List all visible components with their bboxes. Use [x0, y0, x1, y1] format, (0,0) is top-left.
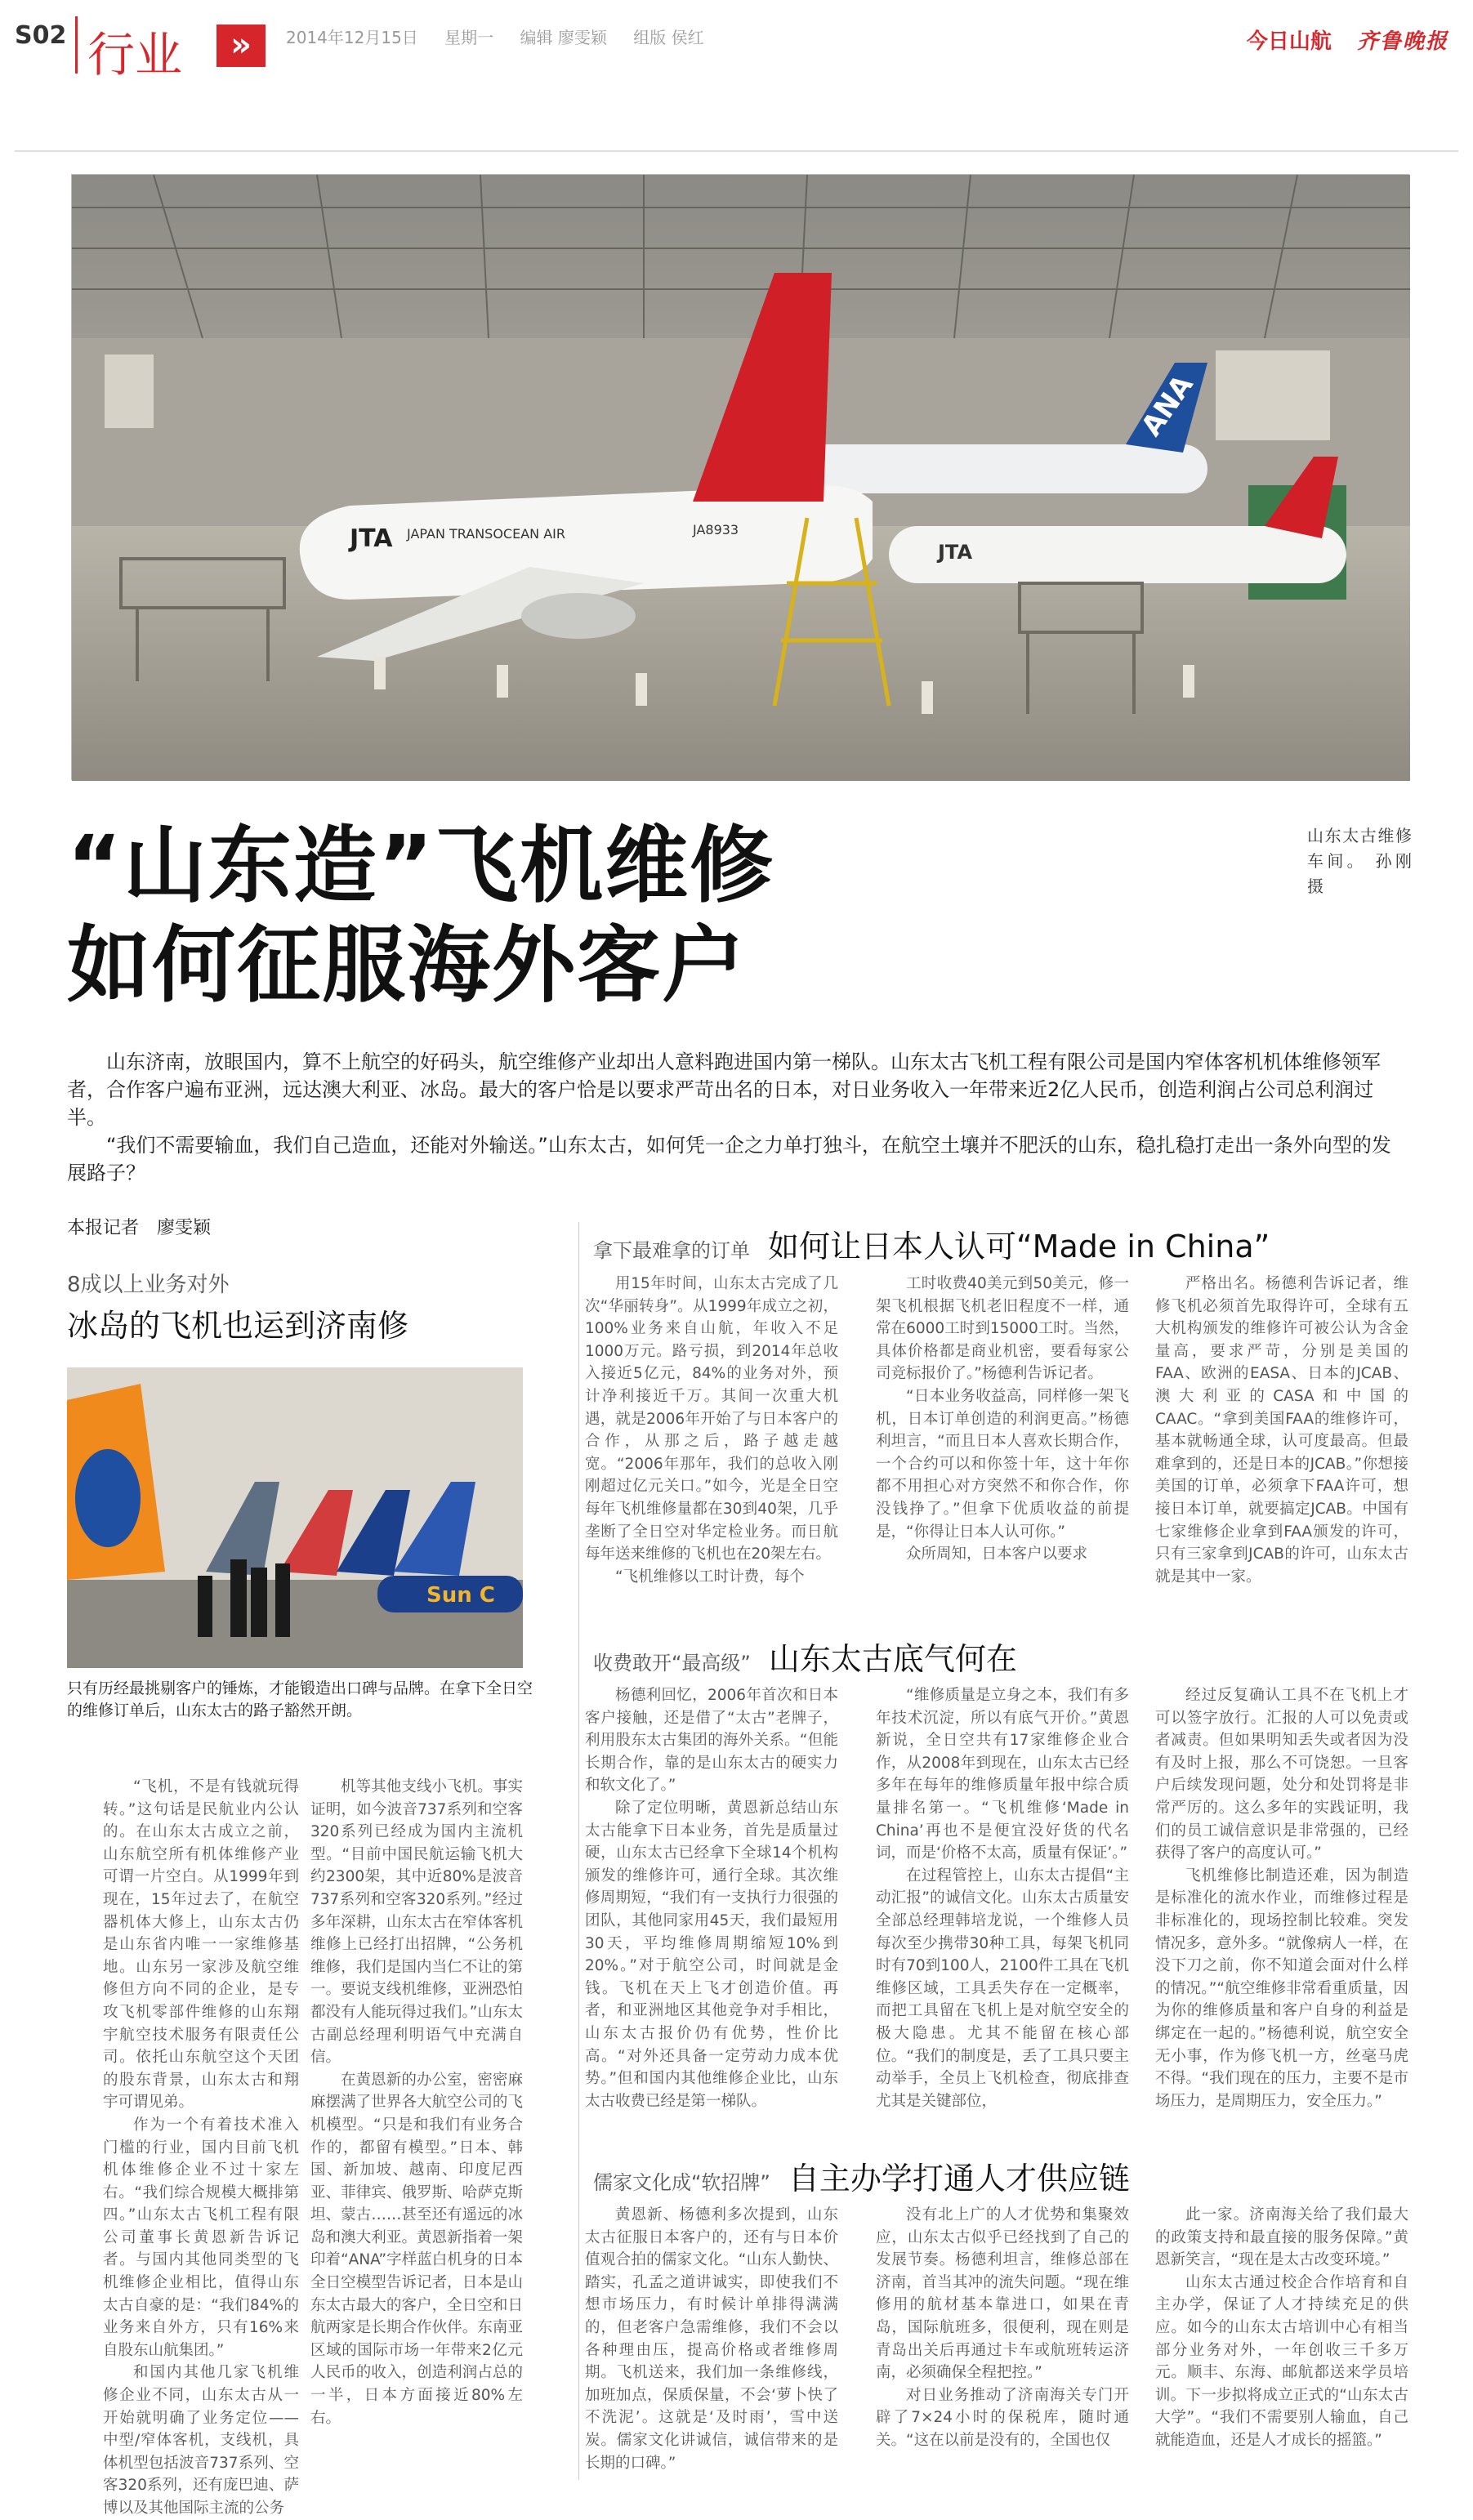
section2-col2-p1: 工时收费40美元到50美元，修一架飞机根据飞机老旧程度不一样，通常在6000工时到15000工时。当然，具体价格都是商业机密，要看每家公司竞标报价了。”杨德利告诉记者。	[876, 1275, 1129, 1383]
hero-photo	[71, 174, 1409, 780]
section2-heading	[593, 1221, 1270, 1266]
left-col1-p3: 和国内其他几家飞机维修企业不同，山东太古从一开始就明确了业务定位——中型/窄体客机，支线机，具体机型包括波音737系列、空客320系列，还有庞巴迪、萨博以及其他国际主流的公务	[103, 2364, 299, 2517]
header-divider	[75, 16, 78, 74]
section4-col1-p1: 黄恩新、杨德利多次提到，山东太古征服日本客户的，还有与日本价值观合拍的儒家文化。“山东人勤快、踏实，孔孟之道讲诚实，即使我们不想市场压力，有时候计单排得满满的，但老客户急需维修，我们不会以各种理由压，提高价格或者维修周期。飞机送来，我们加一条维修线，加班加点，保质保量，不会‘萝卜快了不洗泥’。这就是‘及时雨’，雪中送炭。儒家文化讲诚信，诚信带来的是长期的口碑。”	[585, 2206, 838, 2472]
section2-kicker: 拿下最难拿的订单	[593, 1239, 750, 1262]
hero-photo-caption: 山东太古维修车间。 孙刚 摄	[1307, 826, 1412, 896]
section2-title: 如何让日本人认可“Made in China”	[768, 1229, 1270, 1264]
mid-fuselage-text: JTA	[938, 541, 973, 564]
section4-col3-p2: 山东太古通过校企合作培育和自主办学，保证了人才持续充足的供应。如今的山东太古培训中心有相当部分业务对外，一年创收三千多万元。顺丰、东海、邮航都送来学员培训。下一步拟将成立正式的“山东太古大学”。“我们不需要别人输血，自己就能造血，还是人才成长的摇篮。”	[1155, 2273, 1408, 2449]
section2-col2-p3: 众所周知，日本客户以要求	[906, 1545, 1088, 1563]
column-separator	[578, 1222, 579, 2480]
airport-photo-caption: 只有历经最挑剔客户的锤炼，才能锻造出口碑与品牌。在拿下全日空的维修订单后，山东太古的路子豁然开朗。	[67, 1679, 533, 1719]
left-col1-p2: 作为一个有着技术准入门槛的行业，国内目前飞机机体维修企业不过十家左右。“我们综合规模大概排第四。”山东太古飞机工程有限公司董事长黄恩新告诉记者。与国内其他同类型的飞机维修企业相比，值得山东太古自豪的是：“我们84%的业务来自外方，只有16%来自股东山航集团。”	[103, 2116, 299, 2359]
section4-title: 自主办学打通人才供应链	[788, 2161, 1130, 2197]
section3-col2-p1: “维修质量是立身之本，我们有多年技术沉淀，所以有底气开价。”黄恩新说，全日空共有17家维修企业合作，从2008年到现在，山东太古已经多年在每年的维修质量年报中综合质量排名第一。“飞机维修‘Made in China’再也不是便宜没好货的代名词，而是‘价格不太高，质量有保证’。”	[876, 1687, 1129, 1862]
section2-col-2	[876, 1273, 1129, 1632]
section3-col-1	[585, 1684, 838, 2153]
issue-date: 2014年12月15日	[286, 28, 418, 47]
byline	[67, 1214, 211, 1239]
left-section-kicker: 8成以上业务对外	[67, 1273, 230, 1297]
section3-title: 山东太古底气何在	[768, 1641, 1017, 1677]
column-brand: 今日山航	[1246, 29, 1332, 54]
section2-col2-p2: “日本业务收益高，同样修一架飞机，日本订单创造的利润更高。”杨德利坦言，“而且日本人喜欢长期合作，一个合约可以和你签十年，这十年你都不用担心对方突然不和你合作，你没钱挣了。”但拿下优质收益的前提是，“你得让日本人认可你。”	[876, 1387, 1129, 1541]
newspaper-logo: 齐鲁晚报	[1356, 29, 1448, 54]
section2-col-3	[1155, 1273, 1408, 1632]
airport-photo	[67, 1367, 523, 1668]
left-col2-p1: 机等其他支线小飞机。事实证明，如今波音737系列和空客320系列已经成为国内主流机型。“目前中国民航运输飞机大约2300架，其中近80%是波音737系列和空客320系列。”经过多年深耕，山东太古在窄体客机维修上已经打出招牌，“公务机维修，我们是国内当仁不让的第一。要说支线机维修，亚洲恐怕都没有人能玩得过我们。”山东太古副总经理利明语气中充满自信。	[310, 1778, 523, 2067]
section4-col-2	[876, 2204, 1129, 2486]
section4-col3-p1: 此一家。济南海关给了我们最大的政策支持和最直接的服务保障。”黄恩新笑言，“现在是太古改变环境。”	[1155, 2206, 1408, 2269]
section4-heading	[593, 2153, 1130, 2198]
issue-meta	[286, 25, 725, 48]
left-col-2	[310, 1776, 523, 2487]
section-name: 行业	[87, 27, 183, 83]
jta-registration: JA8933	[693, 522, 739, 537]
byline-name: 廖雯颖	[157, 1218, 212, 1238]
lead-paragraph-2: “我们不需要输血，我们自己造血，还能对外输送。”山东太古，如何凭一企之力单打独斗，在航空土壤并不肥沃的山东，稳扎稳打走出一条外向型的发展路子？	[67, 1134, 1391, 1184]
section4-col-1	[585, 2204, 838, 2486]
headline-line-1: “山东造”飞机维修	[67, 818, 775, 915]
section4-col2-p1: 没有北上广的人才优势和集聚效应，山东太古似乎已经找到了自己的发展节奏。杨德利坦言，维修总部在济南，首当其冲的流失问题。“现在维修用的航材基本靠进口，如果在青岛，国际航班多，很便利，现在则是青岛出关后再通过卡车或航班转运济南，必须确保全程把控。”	[876, 2206, 1129, 2382]
hangar-illustration	[72, 175, 1410, 781]
issue-layout-editor: 组版 侯红	[633, 28, 704, 47]
issue-editor: 编辑 廖雯颖	[520, 28, 607, 47]
jta-fuselage-logo: JTA	[350, 524, 393, 553]
left-section-title: 冰岛的飞机也运到济南修	[67, 1308, 409, 1344]
section3-col3-p1: 经过反复确认工具不在飞机上才可以签字放行。汇报的人可以免责或者减责。但如果明知丢失或者因为没有及时上报，那么不可饶恕。一旦客户后续发现问题，处分和处罚将是非常严厉的。这么多年的实践证明，我们的员工诚信意识是非常强的，已经获得了客户的高度认可。”	[1155, 1687, 1408, 1862]
section3-col1-p1: 杨德利回忆，2006年首次和日本客户接触，还是借了“太古”老牌子，利用股东太古集团的海外关系。“但能长期合作，靠的是山东太古的硬实力和软文化了。”	[585, 1687, 838, 1795]
brand-area	[1247, 25, 1448, 55]
page-number: S02	[15, 21, 67, 50]
ana-tail-text: ANA	[1135, 368, 1200, 443]
section3-col3-p2: 飞机维修比制造还难，因为制造是标准化的流水作业，而维修过程是非标准化的，现场控制比较难。突发情况多，意外多。“就像病人一样，在没下刀之前，你不知道会面对什么样的情况。”“航空维修非常看重质量，因为你的维修质量和客户自身的利益是绑定在一起的。”杨德利说，航空安全无小事，作为修飞机一方，丝毫马虎不得。“我们现在的压力，主要不是市场压力，是周期压力，安全压力。”	[1155, 1867, 1408, 2110]
left-col2-p2: 在黄恩新的办公室，密密麻麻摆满了世界各大航空公司的飞机模型。“只是和我们有业务合作的，都留有模型。”日本、韩国、新加坡、越南、印度尼西亚、菲律宾、俄罗斯、哈萨克斯坦、蒙古……甚至还有遥远的冰岛和澳大利亚。黄恩新指着一架印着“ANA”字样蓝白机身的日本全日空模型告诉记者，日本是山东太古最大的客户，全日空和日航两家是长期合作伙伴。东南亚区域的国际市场一年带来2亿元人民币的收入，创造利润占总的一半，日本方面接近80%左右。	[310, 2071, 523, 2427]
page-header	[0, 0, 1473, 152]
lead-paragraph-1: 山东济南，放眼国内，算不上航空的好码头，航空维修产业却出人意料跑进国内第一梯队。山东太古飞机工程有限公司是国内窄体客机机体维修领军者，合作客户遍布亚洲，远达澳大利亚、冰岛。最大的客户恰是以要求严苛出名的日本，对日业务收入一年带来近2亿人民币，创造利润占公司总利润过半。	[67, 1050, 1381, 1129]
section4-kicker: 儒家文化成“软招牌”	[593, 2171, 770, 2194]
section3-col2-p2: 在过程管控上，山东太古提倡“主动汇报”的诚信文化。山东太古质量安全部总经理韩培龙说，一个维修人员每次至少携带30种工具，每架飞机同时有70到100人，2100件工具在飞机维修区域，工具丢失存在一定概率，而把工具留在飞机上是对航空安全的极大隐患。尤其不能留在核心部位。“我们的制度是，丢了工具只要主动举手，全员上飞机检查，彻底排查尤其是关键部位，	[876, 1867, 1129, 2110]
byline-label: 本报记者	[67, 1218, 140, 1238]
jta-fuselage-name: JAPAN TRANSOCEAN AIR	[407, 526, 565, 542]
issue-weekday: 星期一	[444, 28, 494, 47]
section3-col-2	[876, 1684, 1129, 2153]
headline-line-2: 如何征服海外客户	[67, 917, 747, 1015]
section4-col2-p2: 对日业务推动了济南海关专门开辟了7×24小时的保税库，随时通关。“这在以前是没有的，全国也仅	[876, 2386, 1129, 2449]
section2-col1-p2: “飞机维修以工时计费，每个	[615, 1568, 805, 1586]
section2-col-1	[585, 1273, 838, 1632]
section3-heading	[593, 1634, 1017, 1679]
main-headline	[67, 817, 774, 1016]
section2-col3-p1: 严格出名。杨德利告诉记者，维修飞机必须首先取得许可，全球有五大机构颁发的维修许可被公认为含金量高，要求严苛，分别是美国的FAA、欧洲的EASA、日本的JCAB、澳大利亚的CASA和中国的CAAC。“拿到美国FAA的维修许可，基本就畅通全球，认可度最高。但最难拿到的，还是日本的JCAB。”你想接美国的订单，必须拿下FAA许可，想接日本订单，就要搞定JCAB。中国有七家维修企业拿到FAA颁发的许可，只有三家拿到JCAB的许可，山东太古就是其中一家。	[1155, 1275, 1408, 1586]
header-rule	[15, 150, 1458, 152]
section3-kicker: 收费敢开“最高级”	[593, 1652, 751, 1675]
sun-c-text: Sun C	[426, 1583, 495, 1608]
section-arrow-icon: »	[216, 25, 266, 67]
left-col-1	[103, 1776, 299, 2517]
airport-illustration	[67, 1367, 523, 1668]
section3-col-3	[1155, 1684, 1408, 2153]
left-col1-p1: “飞机，不是有钱就玩得转。”这句话是民航业内公认的。在山东太古成立之前，山东航空所有机体维修产业可谓一片空白。从1999年到现在，15年过去了，在航空器机体大修上，山东太古仍是山东省内唯一一家维修基地。山东另一家涉及航空维修但方向不同的企业，是专攻飞机零部件维修的山东翔宇航空技术服务有限责任公司。依托山东航空这个天团的股东背景，山东太古和翔宇可谓见弟。	[103, 1778, 299, 2112]
section4-col-3	[1155, 2204, 1408, 2486]
lead-paragraph	[67, 1048, 1395, 1187]
section2-col1-p1: 用15年时间，山东太古完成了几次“华丽转身”。从1999年成立之初，100%业务来自山航，年收入不足1000万元。路亏损，到2014年总收入接近5亿元，84%的业务对外，预计净利接近千万。其间一次重大机遇，就是2006年开始了与日本客户的合作，从那之后，路子越走越宽。“2006年那年，我们的总收入刚刚超过亿元关口。”如今，光是全日空每年飞机维修量都在30到40架，几乎垄断了全日空对华定检业务。而日航每年送来维修的飞机也在20架左右。	[585, 1275, 838, 1563]
section3-col1-p2: 除了定位明晰，黄恩新总结山东太古能拿下日本业务，首先是质量过硬，山东太古已经拿下全球14个机构颁发的维修许可，通行全球。其次维修周期短，“我们有一支执行力很强的团队，其他同家用45天，我们最短用30天，平均维修周期缩短10%到20%。”对于航空公司，时间就是金钱。飞机在天上飞才创造价值。再者，和亚洲地区其他竞争对手相比，山东太古报价仍有优势，性价比高。“对外还具备一定劳动力成本优势。”但和国内其他维修企业比，山东太古收费已经是第一梯队。	[585, 1799, 838, 2110]
